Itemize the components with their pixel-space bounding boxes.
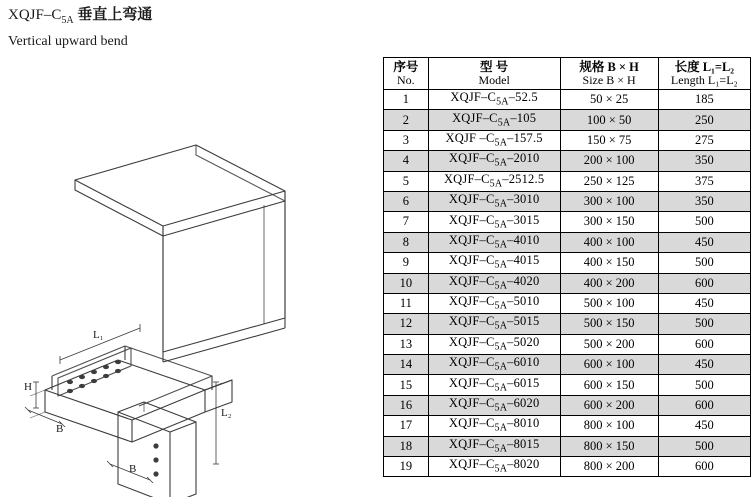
cell-size: 800 × 100: [560, 416, 658, 436]
cell-length: 500: [658, 436, 750, 456]
cell-model: XQJF–$C_{5A}-6015$: [428, 375, 560, 395]
page-subtitle: Vertical upward bend: [8, 34, 128, 49]
cell-length: 350: [658, 151, 750, 171]
cell-model: XQJF–$C_{5A}-4015$: [428, 253, 560, 273]
dimension-lines: [25, 324, 222, 497]
cell-length: 250: [658, 110, 750, 130]
cell-no: 5: [384, 171, 429, 191]
cell-model: XQJF $-C_{5A}-157.5$: [428, 130, 560, 150]
cell-no: 4: [384, 151, 429, 171]
cell-no: 10: [384, 273, 429, 293]
cell-no: 11: [384, 293, 429, 313]
cell-model: XQJF–$C_{5A}-8020$: [428, 457, 560, 477]
table-row: [384, 395, 751, 415]
column-header-no-en: No.: [397, 72, 415, 87]
title-model-subscript: 5A: [61, 15, 74, 26]
column-header-size: [560, 58, 658, 90]
table-row: [384, 130, 751, 150]
cell-no: 13: [384, 334, 429, 354]
label-b-upper: B: [56, 423, 64, 435]
label-b-lower: B: [129, 463, 137, 475]
cell-length: 600: [658, 457, 750, 477]
cell-length: 450: [658, 416, 750, 436]
cell-model: XQJF–$C_{5A}-5010$: [428, 293, 560, 313]
cell-no: 2: [384, 110, 429, 130]
cell-model: XQJF–$C_{5A}-8015$: [428, 436, 560, 456]
table-row: [384, 273, 751, 293]
upper-bend-outline: [75, 145, 285, 362]
table-row: [384, 334, 751, 354]
title-chinese-name: 垂直上弯通: [73, 7, 153, 23]
cell-size: 100 × 50: [560, 110, 658, 130]
table-row: [384, 171, 751, 191]
table-row: [384, 90, 751, 110]
label-l2: L₂: [221, 407, 232, 419]
cell-no: 16: [384, 395, 429, 415]
column-header-model: [428, 58, 560, 90]
cell-size: 250 × 125: [560, 171, 658, 191]
cell-size: 600 × 150: [560, 375, 658, 395]
cell-size: 400 × 200: [560, 273, 658, 293]
cell-length: 275: [658, 130, 750, 150]
cell-model: XQJF–$C_{5A}-4010$: [428, 232, 560, 252]
cell-no: 6: [384, 191, 429, 211]
column-header-no: [384, 58, 429, 90]
cell-no: 9: [384, 253, 429, 273]
cell-size: 500 × 100: [560, 293, 658, 313]
lower-bend-outline: [45, 346, 232, 497]
cell-length: 450: [658, 293, 750, 313]
dimension-labels: [24, 329, 232, 497]
column-header-size-cn: 规格 B × H: [579, 59, 639, 74]
cell-size: 150 × 75: [560, 130, 658, 150]
cell-length: 500: [658, 253, 750, 273]
cell-size: 800 × 150: [560, 436, 658, 456]
table-row: [384, 457, 751, 477]
column-header-length-cn: 长度 L₁=L₂: [674, 59, 735, 74]
cell-model: XQJF–$C_{5A}-8010$: [428, 416, 560, 436]
cell-length: 500: [658, 314, 750, 334]
cell-model: XQJF–$C_{5A}-105$: [428, 110, 560, 130]
column-header-model-en: Model: [478, 72, 510, 87]
cell-size: 500 × 150: [560, 314, 658, 334]
column-header-no-cn: 序号: [393, 59, 419, 74]
column-header-length-en: Length L₁=L₂: [670, 72, 738, 87]
table-header: [384, 58, 751, 90]
cell-size: 200 × 100: [560, 151, 658, 171]
cell-size: 300 × 150: [560, 212, 658, 232]
cell-model: XQJF–$C_{5A}-5015$: [428, 314, 560, 334]
cell-size: 600 × 100: [560, 355, 658, 375]
label-h-upper: H: [24, 381, 32, 393]
cell-no: 3: [384, 130, 429, 150]
label-l1: L₁: [93, 329, 104, 341]
cell-model: XQJF–$C_{5A}-2512.5$: [428, 171, 560, 191]
cell-size: 400 × 100: [560, 232, 658, 252]
cell-size: 500 × 200: [560, 334, 658, 354]
table-row: [384, 110, 751, 130]
cell-no: 7: [384, 212, 429, 232]
cell-no: 17: [384, 416, 429, 436]
cell-no: 14: [384, 355, 429, 375]
table-row: [384, 212, 751, 232]
title-model-prefix: XQJF–C: [8, 7, 62, 23]
table-row: [384, 253, 751, 273]
cell-model: XQJF–$C_{5A}-4020$: [428, 273, 560, 293]
column-header-model-cn: 型 号: [480, 59, 509, 74]
column-header-size-en: Size B × H: [582, 72, 636, 87]
cell-model: XQJF–$C_{5A}-52.5$: [428, 90, 560, 110]
table-row: [384, 232, 751, 252]
column-header-length: [658, 58, 750, 90]
table-row: [384, 436, 751, 456]
cell-model: XQJF–$C_{5A}-5020$: [428, 334, 560, 354]
technical-drawing: [0, 60, 380, 497]
table-row: [384, 293, 751, 313]
cell-length: 350: [658, 191, 750, 211]
cell-length: 450: [658, 355, 750, 375]
cell-length: 450: [658, 232, 750, 252]
cell-length: 600: [658, 334, 750, 354]
cell-no: 12: [384, 314, 429, 334]
cell-size: 50 × 25: [560, 90, 658, 110]
cell-length: 500: [658, 212, 750, 232]
cell-no: 18: [384, 436, 429, 456]
table-row: [384, 355, 751, 375]
table-body: [384, 90, 751, 477]
title-block: [8, 6, 152, 51]
cell-length: 600: [658, 395, 750, 415]
cell-model: XQJF–$C_{5A}-6010$: [428, 355, 560, 375]
cell-size: 400 × 150: [560, 253, 658, 273]
table-row: [384, 416, 751, 436]
cell-size: 600 × 200: [560, 395, 658, 415]
cell-length: 375: [658, 171, 750, 191]
specification-table: [383, 57, 751, 477]
cell-model: XQJF–$C_{5A}-3015$: [428, 212, 560, 232]
cell-no: 15: [384, 375, 429, 395]
cell-model: XQJF–$C_{5A}-6020$: [428, 395, 560, 415]
table-row: [384, 314, 751, 334]
cell-size: 800 × 200: [560, 457, 658, 477]
drawing-svg: [0, 60, 380, 497]
cell-model: XQJF–$C_{5A}-2010$: [428, 151, 560, 171]
table-row: [384, 191, 751, 211]
table-row: [384, 375, 751, 395]
cell-no: 19: [384, 457, 429, 477]
cell-length: 600: [658, 273, 750, 293]
cell-model: XQJF–$C_{5A}-3010$: [428, 191, 560, 211]
page-title: [8, 6, 152, 30]
cell-length: 185: [658, 90, 750, 110]
table-row: [384, 151, 751, 171]
cell-size: 300 × 100: [560, 191, 658, 211]
cell-no: 8: [384, 232, 429, 252]
cell-no: 1: [384, 90, 429, 110]
cell-length: 500: [658, 375, 750, 395]
table-header-row: [384, 58, 751, 90]
